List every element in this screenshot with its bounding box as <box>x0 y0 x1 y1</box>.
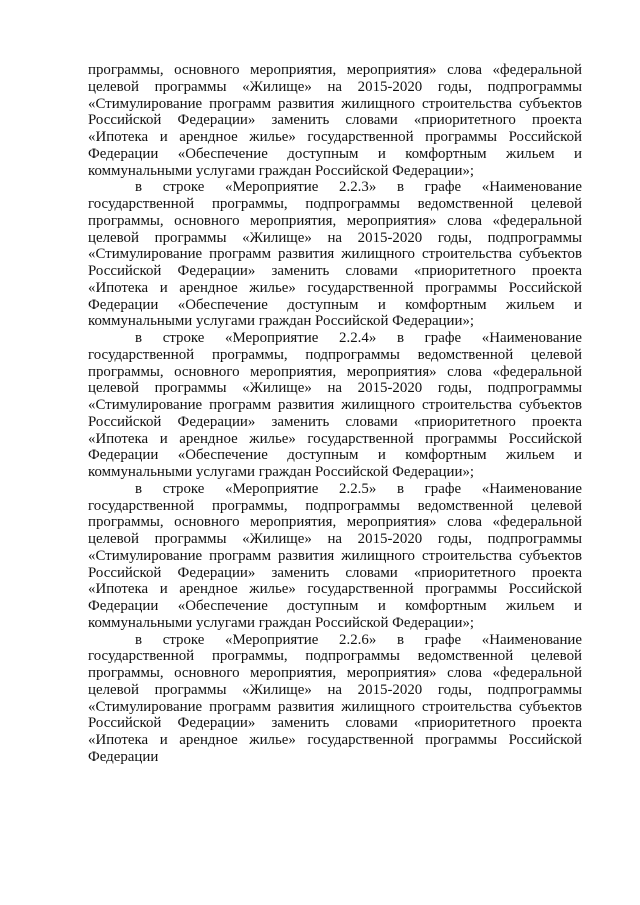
paragraph-item-2-2-3: в строке «Мероприятие 2.2.3» в графе «Наименование государственной программы, подпрограммы ведомственной целевой программы, основного мероприятия, мероприятия» слова «федеральной целевой программы «Жилище» на 2015-2020 годы, подпрограммы «Стимулирование программ развития жилищного строительства субъектов Российской Федерации» заменить словами «приоритетного проекта «Ипотека и арендное жилье» государственной программы Российской Федерации «Обеспечение доступным и комфортным жильем и коммунальными услугами граждан Российской Федерации»; <box>88 179 582 330</box>
paragraph-item-2-2-4: в строке «Мероприятие 2.2.4» в графе «Наименование государственной программы, подпрограммы ведомственной целевой программы, основного мероприятия, мероприятия» слова «федеральной целевой программы «Жилище» на 2015-2020 годы, подпрограммы «Стимулирование программ развития жилищного строительства субъектов Российской Федерации» заменить словами «приоритетного проекта «Ипотека и арендное жилье» государственной программы Российской Федерации «Обеспечение доступным и комфортным жильем и коммунальными услугами граждан Российской Федерации»; <box>88 330 582 480</box>
paragraph-continuation: программы, основного мероприятия, мероприятия» слова «федеральной целевой программы «Жилище» на 2015-2020 годы, подпрограммы «Стимулирование программ развития жилищного строительства субъектов Российской Федерации» заменить словами «приоритетного проекта «Ипотека и арендное жилье» государственной программы Российской Федерации «Обеспечение доступным и комфортным жильем и коммунальными услугами граждан Российской Федерации»; <box>88 62 582 179</box>
paragraph-item-2-2-6: в строке «Мероприятие 2.2.6» в графе «Наименование государственной программы, подпрограммы ведомственной целевой программы, основного мероприятия, мероприятия» слова «федеральной целевой программы «Жилище» на 2015-2020 годы, подпрограммы «Стимулирование программ развития жилищного строительства субъектов Российской Федерации» заменить словами «приоритетного проекта «Ипотека и арендное жилье» государственной программы Российской Федерации <box>88 631 582 765</box>
paragraph-item-2-2-5: в строке «Мероприятие 2.2.5» в графе «Наименование государственной программы, подпрограммы ведомственной целевой программы, основного мероприятия, мероприятия» слова «федеральной целевой программы «Жилище» на 2015-2020 годы, подпрограммы «Стимулирование программ развития жилищного строительства субъектов Российской Федерации» заменить словами «приоритетного проекта «Ипотека и арендное жилье» государственной программы Российской Федерации «Обеспечение доступным и комфортным жильем и коммунальными услугами граждан Российской Федерации»; <box>88 480 582 631</box>
document-page <box>88 62 582 766</box>
